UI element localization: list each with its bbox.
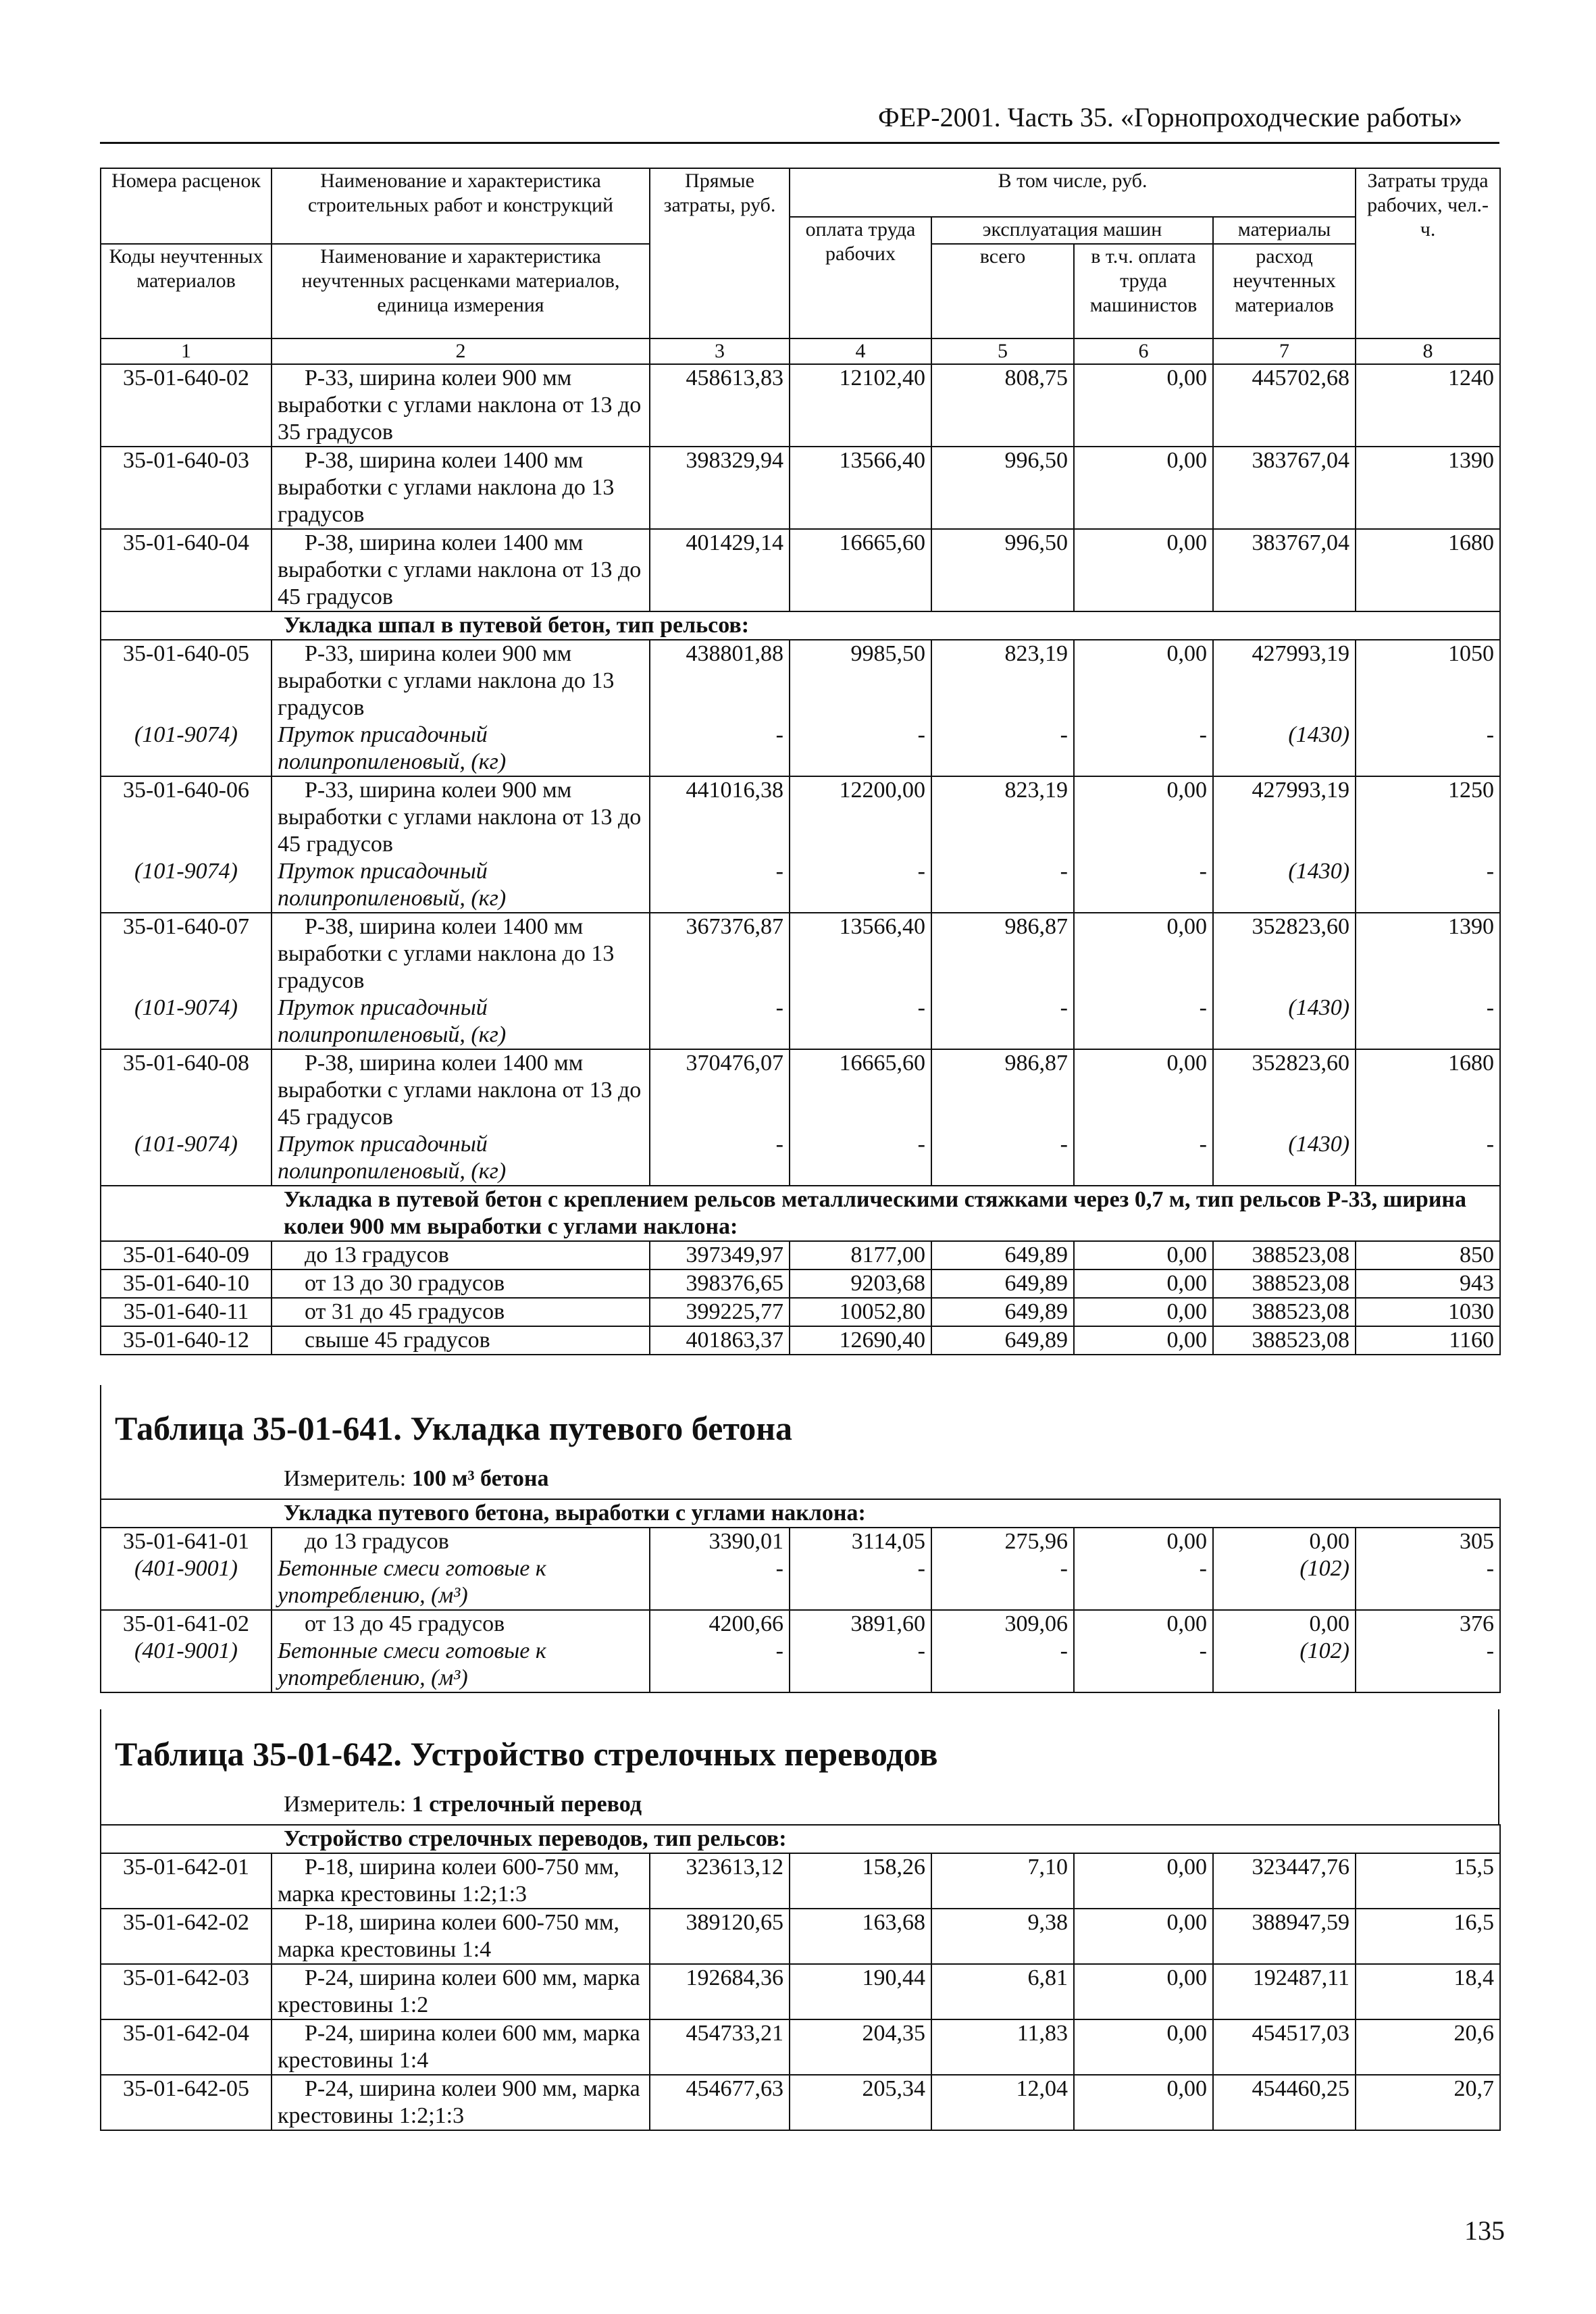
table-642-title: Таблица 35-01-642. Устройство стрелочных переводов (115, 1735, 938, 1773)
table-row (101, 1610, 1500, 1638)
material-name: Бетонные смеси готовые к употреблению, (м³) (272, 1555, 650, 1610)
rate-code: 35-01-640-10 (101, 1269, 272, 1298)
materials-amount: 352823,60 (1213, 913, 1356, 995)
materials-amount: 388523,08 (1213, 1298, 1356, 1326)
col-num: 3 (650, 338, 790, 364)
col-num: 1 (101, 338, 272, 364)
table-642-meter (284, 1792, 642, 1817)
machines-total: 12,04 (931, 2075, 1074, 2130)
table-row (101, 1853, 1500, 1909)
material-code: (101-9074) (101, 858, 272, 913)
meter-value: 100 м³ бетона (411, 1466, 549, 1491)
machines-total: 649,89 (931, 1298, 1074, 1326)
section-heading: Устройство стрелочных переводов, тип рельсов: (101, 1825, 1500, 1853)
work-description: Р-24, ширина колеи 900 мм, марка крестовины 1:2;1:3 (272, 2075, 650, 2130)
labor-hours: 376 (1356, 1610, 1500, 1638)
material-code: (101-9074) (101, 722, 272, 776)
margin-rule (1498, 1709, 1499, 1824)
direct-costs: 3390,01 (650, 1528, 790, 1555)
rate-code: 35-01-642-05 (101, 2075, 272, 2130)
worker-wages: 9985,50 (790, 640, 931, 722)
material-row (101, 1555, 1500, 1610)
direct-costs: 397349,97 (650, 1241, 790, 1269)
materials-amount: 454460,25 (1213, 2075, 1356, 2130)
table-row (101, 913, 1500, 995)
material-name: Бетонные смеси готовые к употреблению, (м³) (272, 1638, 650, 1692)
margin-rule (100, 1709, 101, 1824)
operator-wages: 0,00 (1074, 364, 1213, 447)
materials-amount: 383767,04 (1213, 529, 1356, 611)
direct-costs: 401429,14 (650, 529, 790, 611)
work-description: Р-38, ширина колеи 1400 мм выработки с углами наклона от 13 до 45 градусов (272, 1049, 650, 1131)
table-row (101, 776, 1500, 858)
rate-code: 35-01-640-07 (101, 913, 272, 995)
rate-code: 35-01-642-01 (101, 1853, 272, 1909)
direct-costs: 389120,65 (650, 1909, 790, 1964)
material-name: Пруток присадочный полипропиленовый, (кг) (272, 722, 650, 776)
machines-total: 9,38 (931, 1909, 1074, 1964)
operator-wages: 0,00 (1074, 1241, 1213, 1269)
header-rule (100, 142, 1499, 144)
material-operator-wages: - (1074, 1131, 1213, 1186)
running-header: ФЕР-2001. Часть 35. «Горнопроходческие работы» (878, 102, 1463, 132)
worker-wages: 204,35 (790, 2019, 931, 2075)
rate-code: 35-01-640-08 (101, 1049, 272, 1131)
labor-hours: 1680 (1356, 1049, 1500, 1131)
operator-wages: 0,00 (1074, 1298, 1213, 1326)
material-direct-costs: - (650, 858, 790, 913)
work-description: свыше 45 градусов (272, 1326, 650, 1355)
work-description: Р-33, ширина колеи 900 мм выработки с углами наклона до 13 градусов (272, 640, 650, 722)
operator-wages: 0,00 (1074, 1853, 1213, 1909)
table-row (101, 364, 1500, 447)
section-row (101, 1825, 1500, 1853)
material-direct-costs: - (650, 995, 790, 1049)
work-description: Р-38, ширина колеи 1400 мм выработки с углами наклона от 13 до 45 градусов (272, 529, 650, 611)
material-row (101, 1638, 1500, 1692)
column-numbers-row (101, 338, 1500, 364)
machines-total: 7,10 (931, 1853, 1074, 1909)
machines-total: 823,19 (931, 776, 1074, 858)
table-row (101, 2019, 1500, 2075)
worker-wages: 12102,40 (790, 364, 931, 447)
worker-wages: 9203,68 (790, 1269, 931, 1298)
table-row (101, 1528, 1500, 1555)
page-number: 135 (1464, 2215, 1505, 2246)
material-labor-hours: - (1356, 722, 1500, 776)
margin-rule (100, 1385, 101, 1499)
materials-amount: 388523,08 (1213, 1241, 1356, 1269)
material-name: Пруток присадочный полипропиленовый, (кг) (272, 858, 650, 913)
materials-amount: 388947,59 (1213, 1909, 1356, 1964)
material-operator-wages: - (1074, 995, 1213, 1049)
work-description: от 13 до 30 градусов (272, 1269, 650, 1298)
materials-amount: 454517,03 (1213, 2019, 1356, 2075)
material-code: (401-9001) (101, 1638, 272, 1692)
machines-total: 808,75 (931, 364, 1074, 447)
work-description: Р-38, ширина колеи 1400 мм выработки с углами наклона до 13 градусов (272, 447, 650, 529)
rate-code: 35-01-640-02 (101, 364, 272, 447)
labor-hours: 1160 (1356, 1326, 1500, 1355)
table-row (101, 1241, 1500, 1269)
material-labor-hours: - (1356, 858, 1500, 913)
col-header-2b: Наименование и характеристика неучтенных расценками материалов, единица измерения (272, 244, 650, 338)
operator-wages: 0,00 (1074, 2019, 1213, 2075)
material-materials-amount: (1430) (1213, 995, 1356, 1049)
material-row (101, 858, 1500, 913)
material-code: (401-9001) (101, 1555, 272, 1610)
materials-amount: 445702,68 (1213, 364, 1356, 447)
operator-wages: 0,00 (1074, 640, 1213, 722)
worker-wages: 16665,60 (790, 1049, 931, 1131)
direct-costs: 438801,88 (650, 640, 790, 722)
labor-hours: 1030 (1356, 1298, 1500, 1326)
work-description: Р-24, ширина колеи 600 мм, марка крестовины 1:2 (272, 1964, 650, 2019)
col-header-1a: Номера расценок (101, 168, 272, 244)
worker-wages: 10052,80 (790, 1298, 931, 1326)
labor-hours: 1390 (1356, 913, 1500, 995)
section-row (101, 1186, 1500, 1241)
labor-hours: 18,4 (1356, 1964, 1500, 2019)
rate-code: 35-01-640-12 (101, 1326, 272, 1355)
direct-costs: 398329,94 (650, 447, 790, 529)
operator-wages: 0,00 (1074, 1528, 1213, 1555)
operator-wages: 0,00 (1074, 1964, 1213, 2019)
direct-costs: 398376,65 (650, 1269, 790, 1298)
labor-hours: 850 (1356, 1241, 1500, 1269)
direct-costs: 4200,66 (650, 1610, 790, 1638)
direct-costs: 192684,36 (650, 1964, 790, 2019)
material-machines-total: - (931, 858, 1074, 913)
table-row (101, 1269, 1500, 1298)
machines-total: 649,89 (931, 1241, 1074, 1269)
col-header-7: расход неучтенных материалов (1213, 244, 1356, 338)
col-num: 6 (1074, 338, 1213, 364)
rates-table-640 (100, 168, 1501, 1355)
rate-code: 35-01-640-11 (101, 1298, 272, 1326)
worker-wages: 8177,00 (790, 1241, 931, 1269)
operator-wages: 0,00 (1074, 529, 1213, 611)
worker-wages: 3114,05 (790, 1528, 931, 1555)
work-description: от 13 до 45 градусов (272, 1610, 650, 1638)
material-labor-hours: - (1356, 995, 1500, 1049)
section-heading: Укладка шпал в путевой бетон, тип рельсов: (101, 611, 1500, 640)
meter-label: Измеритель: (284, 1466, 407, 1491)
labor-hours: 1250 (1356, 776, 1500, 858)
direct-costs: 454677,63 (650, 2075, 790, 2130)
work-description: Р-33, ширина колеи 900 мм выработки с углами наклона от 13 до 35 градусов (272, 364, 650, 447)
col-header-including: В том числе, руб. (790, 168, 1356, 217)
work-description: Р-18, ширина колеи 600-750 мм, марка крестовины 1:2;1:3 (272, 1853, 650, 1909)
labor-hours: 15,5 (1356, 1853, 1500, 1909)
material-materials-amount: (102) (1213, 1638, 1356, 1692)
operator-wages: 0,00 (1074, 1049, 1213, 1131)
materials-amount: 192487,11 (1213, 1964, 1356, 2019)
operator-wages: 0,00 (1074, 1269, 1213, 1298)
worker-wages: 12200,00 (790, 776, 931, 858)
material-row (101, 722, 1500, 776)
material-materials-amount: (1430) (1213, 858, 1356, 913)
materials-amount: 323447,76 (1213, 1853, 1356, 1909)
direct-costs: 370476,07 (650, 1049, 790, 1131)
rate-code: 35-01-642-03 (101, 1964, 272, 2019)
direct-costs: 441016,38 (650, 776, 790, 858)
col-num: 7 (1213, 338, 1356, 364)
col-num: 4 (790, 338, 931, 364)
table-row (101, 1298, 1500, 1326)
col-header-4: оплата труда рабочих (790, 217, 931, 338)
worker-wages: 190,44 (790, 1964, 931, 2019)
col-header-3: Прямые затраты, руб. (650, 168, 790, 338)
labor-hours: 20,6 (1356, 2019, 1500, 2075)
table-row (101, 447, 1500, 529)
work-description: Р-33, ширина колеи 900 мм выработки с углами наклона от 13 до 45 градусов (272, 776, 650, 858)
material-row (101, 1131, 1500, 1186)
worker-wages: 13566,40 (790, 913, 931, 995)
material-machines-total: - (931, 1131, 1074, 1186)
operator-wages: 0,00 (1074, 2075, 1213, 2130)
col-header-materials: материалы (1213, 217, 1356, 244)
rate-code: 35-01-641-02 (101, 1610, 272, 1638)
material-operator-wages: - (1074, 722, 1213, 776)
material-labor-hours: - (1356, 1638, 1500, 1692)
col-header-2a: Наименование и характеристика строительных работ и конструкций (272, 168, 650, 244)
materials-amount: 0,00 (1213, 1528, 1356, 1555)
table-row (101, 1049, 1500, 1131)
operator-wages: 0,00 (1074, 447, 1213, 529)
table-row (101, 640, 1500, 722)
operator-wages: 0,00 (1074, 1326, 1213, 1355)
material-labor-hours: - (1356, 1131, 1500, 1186)
table-641-meter (284, 1466, 549, 1492)
operator-wages: 0,00 (1074, 776, 1213, 858)
col-num: 8 (1356, 338, 1500, 364)
section-heading: Укладка путевого бетона, выработки с углами наклона: (101, 1499, 1500, 1528)
materials-amount: 427993,19 (1213, 776, 1356, 858)
material-machines-total: - (931, 995, 1074, 1049)
labor-hours: 1680 (1356, 529, 1500, 611)
col-header-8: Затраты труда рабочих, чел.-ч. (1356, 168, 1500, 338)
machines-total: 996,50 (931, 529, 1074, 611)
rates-table-641 (100, 1499, 1501, 1693)
table-row (101, 1909, 1500, 1964)
direct-costs: 399225,77 (650, 1298, 790, 1326)
materials-amount: 383767,04 (1213, 447, 1356, 529)
work-description: до 13 градусов (272, 1241, 650, 1269)
machines-total: 649,89 (931, 1326, 1074, 1355)
labor-hours: 305 (1356, 1528, 1500, 1555)
rate-code: 35-01-640-05 (101, 640, 272, 722)
machines-total: 6,81 (931, 1964, 1074, 2019)
machines-total: 275,96 (931, 1528, 1074, 1555)
material-name: Пруток присадочный полипропиленовый, (кг) (272, 995, 650, 1049)
direct-costs: 367376,87 (650, 913, 790, 995)
worker-wages: 3891,60 (790, 1610, 931, 1638)
material-direct-costs: - (650, 1638, 790, 1692)
table-row (101, 529, 1500, 611)
labor-hours: 943 (1356, 1269, 1500, 1298)
col-num: 2 (272, 338, 650, 364)
machines-total: 649,89 (931, 1269, 1074, 1298)
material-worker-wages: - (790, 1638, 931, 1692)
labor-hours: 16,5 (1356, 1909, 1500, 1964)
material-worker-wages: - (790, 1555, 931, 1610)
work-description: от 31 до 45 градусов (272, 1298, 650, 1326)
meter-label: Измеритель: (284, 1792, 407, 1817)
col-header-1b: Коды неучтенных материалов (101, 244, 272, 338)
direct-costs: 401863,37 (650, 1326, 790, 1355)
machines-total: 986,87 (931, 913, 1074, 995)
material-direct-costs: - (650, 722, 790, 776)
material-name: Пруток присадочный полипропиленовый, (кг) (272, 1131, 650, 1186)
direct-costs: 454733,21 (650, 2019, 790, 2075)
section-row (101, 1499, 1500, 1528)
material-worker-wages: - (790, 995, 931, 1049)
work-description: до 13 градусов (272, 1528, 650, 1555)
labor-hours: 1390 (1356, 447, 1500, 529)
col-num: 5 (931, 338, 1074, 364)
col-header-machines: эксплуатация машин (931, 217, 1213, 244)
materials-amount: 388523,08 (1213, 1326, 1356, 1355)
table-641-title: Таблица 35-01-641. Укладка путевого бетона (115, 1409, 793, 1447)
col-header-5: всего (931, 244, 1074, 338)
section-row (101, 611, 1500, 640)
material-direct-costs: - (650, 1555, 790, 1610)
material-machines-total: - (931, 1555, 1074, 1610)
rate-code: 35-01-642-02 (101, 1909, 272, 1964)
material-machines-total: - (931, 1638, 1074, 1692)
meter-value: 1 стрелочный перевод (411, 1792, 642, 1817)
labor-hours: 1050 (1356, 640, 1500, 722)
table-row (101, 1964, 1500, 2019)
col-header-6: в т.ч. оплата труда машинистов (1074, 244, 1213, 338)
materials-amount: 0,00 (1213, 1610, 1356, 1638)
work-description: Р-38, ширина колеи 1400 мм выработки с углами наклона до 13 градусов (272, 913, 650, 995)
direct-costs: 323613,12 (650, 1853, 790, 1909)
material-operator-wages: - (1074, 858, 1213, 913)
table-row (101, 1326, 1500, 1355)
operator-wages: 0,00 (1074, 913, 1213, 995)
materials-amount: 388523,08 (1213, 1269, 1356, 1298)
material-worker-wages: - (790, 858, 931, 913)
materials-amount: 427993,19 (1213, 640, 1356, 722)
materials-amount: 352823,60 (1213, 1049, 1356, 1131)
material-direct-costs: - (650, 1131, 790, 1186)
section-heading: Укладка в путевой бетон с креплением рельсов металлическими стяжками через 0,7 м, тип рельсов Р-33, ширина колеи 900 мм выработки с углами наклона: (101, 1186, 1500, 1241)
work-description: Р-18, ширина колеи 600-750 мм, марка крестовины 1:4 (272, 1909, 650, 1964)
material-code: (101-9074) (101, 1131, 272, 1186)
material-materials-amount: (1430) (1213, 722, 1356, 776)
material-row (101, 995, 1500, 1049)
operator-wages: 0,00 (1074, 1909, 1213, 1964)
material-worker-wages: - (790, 722, 931, 776)
machines-total: 823,19 (931, 640, 1074, 722)
rate-code: 35-01-640-06 (101, 776, 272, 858)
rate-code: 35-01-640-04 (101, 529, 272, 611)
rates-table-642 (100, 1824, 1501, 2131)
table-row (101, 2075, 1500, 2130)
worker-wages: 158,26 (790, 1853, 931, 1909)
rate-code: 35-01-640-03 (101, 447, 272, 529)
rate-code: 35-01-640-09 (101, 1241, 272, 1269)
worker-wages: 13566,40 (790, 447, 931, 529)
operator-wages: 0,00 (1074, 1610, 1213, 1638)
material-operator-wages: - (1074, 1638, 1213, 1692)
machines-total: 986,87 (931, 1049, 1074, 1131)
material-materials-amount: (102) (1213, 1555, 1356, 1610)
work-description: Р-24, ширина колеи 600 мм, марка крестовины 1:4 (272, 2019, 650, 2075)
worker-wages: 205,34 (790, 2075, 931, 2130)
material-worker-wages: - (790, 1131, 931, 1186)
worker-wages: 16665,60 (790, 529, 931, 611)
rate-code: 35-01-641-01 (101, 1528, 272, 1555)
material-materials-amount: (1430) (1213, 1131, 1356, 1186)
labor-hours: 1240 (1356, 364, 1500, 447)
material-machines-total: - (931, 722, 1074, 776)
rate-code: 35-01-642-04 (101, 2019, 272, 2075)
worker-wages: 12690,40 (790, 1326, 931, 1355)
material-labor-hours: - (1356, 1555, 1500, 1610)
machines-total: 11,83 (931, 2019, 1074, 2075)
machines-total: 309,06 (931, 1610, 1074, 1638)
material-operator-wages: - (1074, 1555, 1213, 1610)
labor-hours: 20,7 (1356, 2075, 1500, 2130)
material-code: (101-9074) (101, 995, 272, 1049)
worker-wages: 163,68 (790, 1909, 931, 1964)
machines-total: 996,50 (931, 447, 1074, 529)
direct-costs: 458613,83 (650, 364, 790, 447)
